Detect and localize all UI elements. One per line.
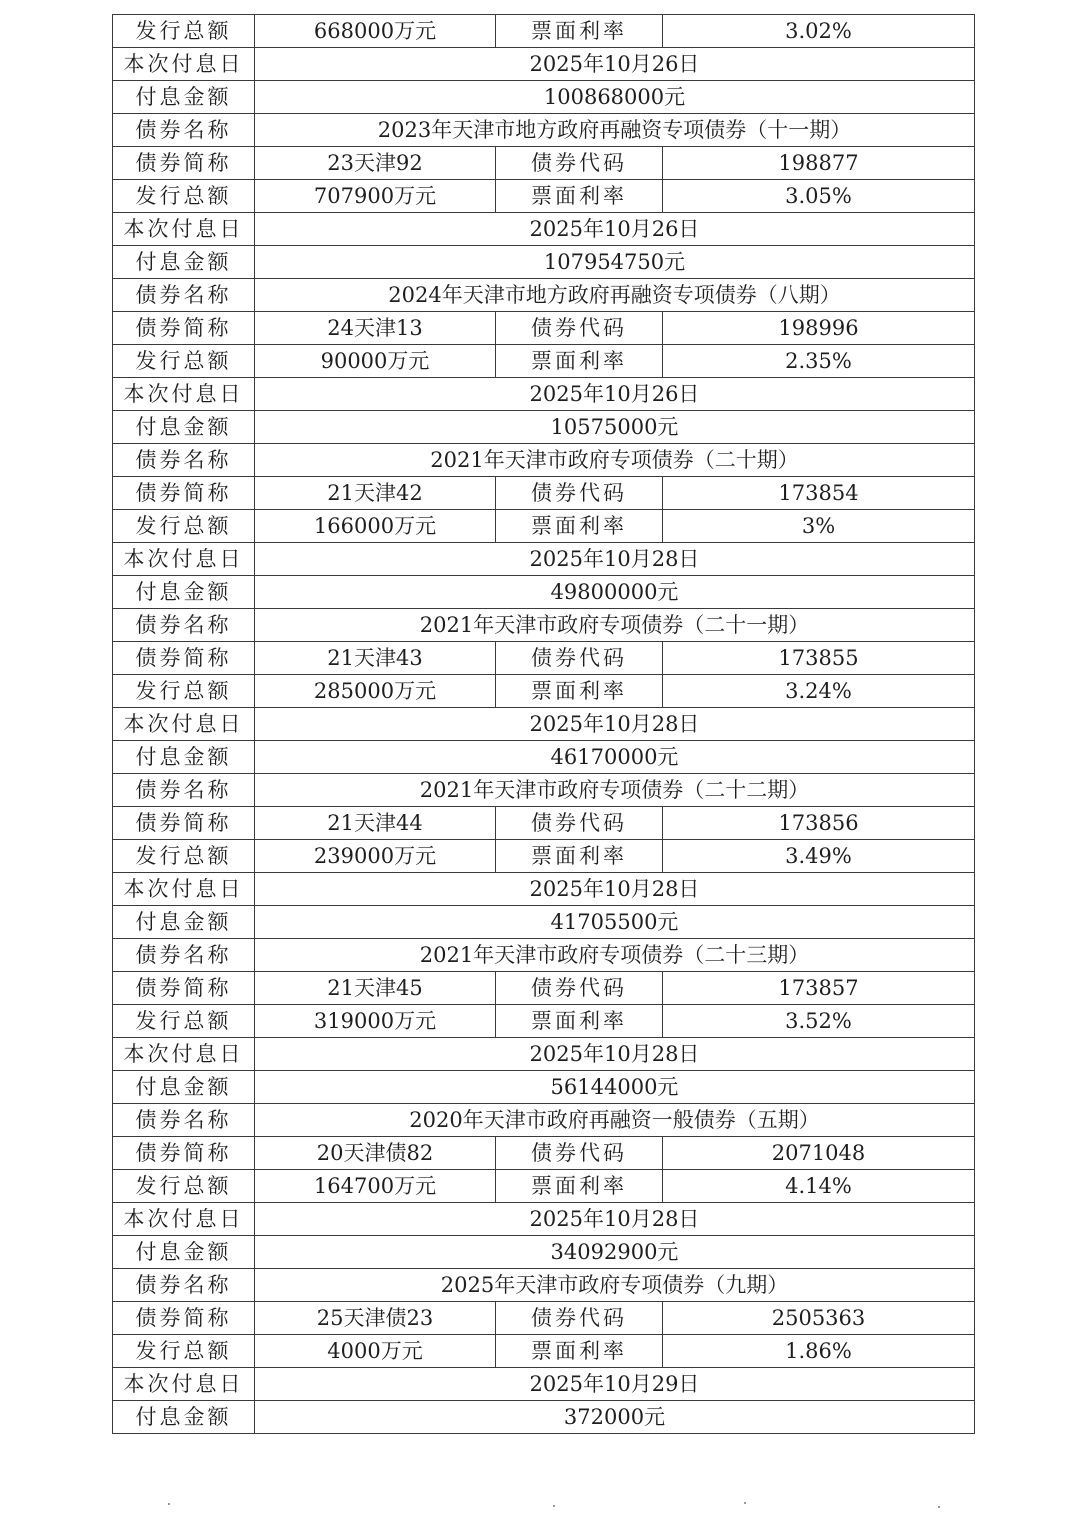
interest-value: 107954750元 <box>255 246 975 279</box>
code-label: 债券代码 <box>496 1137 663 1170</box>
rate-value: 3.49% <box>663 840 975 873</box>
amount-value: 166000万元 <box>255 510 496 543</box>
short-name-label: 债券简称 <box>113 972 255 1005</box>
table-row <box>113 180 975 213</box>
interest-value: 10575000元 <box>255 411 975 444</box>
interest-label: 付息金额 <box>113 246 255 279</box>
amount-value: 164700万元 <box>255 1170 496 1203</box>
table-row <box>113 279 975 312</box>
interest-value: 46170000元 <box>255 741 975 774</box>
table-row <box>113 807 975 840</box>
bond-name-value: 2021年天津市政府专项债券（二十三期） <box>255 939 975 972</box>
amount-value: 4000万元 <box>255 1335 496 1368</box>
short-name-value: 23天津92 <box>255 147 496 180</box>
interest-label: 付息金额 <box>113 1236 255 1269</box>
rate-value: 3.02% <box>663 15 975 48</box>
bond-table-body <box>113 15 975 1434</box>
bond-name-value: 2023年天津市地方政府再融资专项债券（十一期） <box>255 114 975 147</box>
rate-label: 票面利率 <box>496 1170 663 1203</box>
table-row <box>113 1302 975 1335</box>
short-name-value: 21天津43 <box>255 642 496 675</box>
short-name-value: 25天津债23 <box>255 1302 496 1335</box>
name-label: 债券名称 <box>113 444 255 477</box>
name-label: 债券名称 <box>113 1104 255 1137</box>
amount-value: 319000万元 <box>255 1005 496 1038</box>
amount-label: 发行总额 <box>113 840 255 873</box>
table-row <box>113 477 975 510</box>
date-label: 本次付息日 <box>113 1038 255 1071</box>
code-value: 2071048 <box>663 1137 975 1170</box>
table-row <box>113 246 975 279</box>
code-label: 债券代码 <box>496 807 663 840</box>
table-row <box>113 213 975 246</box>
table-row <box>113 609 975 642</box>
interest-value: 56144000元 <box>255 1071 975 1104</box>
amount-value: 285000万元 <box>255 675 496 708</box>
rate-value: 3.05% <box>663 180 975 213</box>
bond-interest-table-page <box>112 14 974 1434</box>
table-row <box>113 1038 975 1071</box>
amount-label: 发行总额 <box>113 1005 255 1038</box>
table-row <box>113 675 975 708</box>
name-label: 债券名称 <box>113 279 255 312</box>
short-name-value: 21天津45 <box>255 972 496 1005</box>
short-name-label: 债券简称 <box>113 1302 255 1335</box>
short-name-label: 债券简称 <box>113 642 255 675</box>
short-name-label: 债券简称 <box>113 1137 255 1170</box>
table-row <box>113 873 975 906</box>
table-row <box>113 48 975 81</box>
bond-name-value: 2021年天津市政府专项债券（二十一期） <box>255 609 975 642</box>
interest-label: 付息金额 <box>113 1071 255 1104</box>
scan-speck <box>744 1502 746 1504</box>
date-value: 2025年10月28日 <box>255 1203 975 1236</box>
rate-label: 票面利率 <box>496 180 663 213</box>
interest-label: 付息金额 <box>113 411 255 444</box>
interest-value: 34092900元 <box>255 1236 975 1269</box>
table-row <box>113 444 975 477</box>
rate-label: 票面利率 <box>496 840 663 873</box>
rate-label: 票面利率 <box>496 1005 663 1038</box>
interest-label: 付息金额 <box>113 906 255 939</box>
rate-value: 3% <box>663 510 975 543</box>
rate-value: 4.14% <box>663 1170 975 1203</box>
date-label: 本次付息日 <box>113 1203 255 1236</box>
date-value: 2025年10月28日 <box>255 543 975 576</box>
table-row <box>113 708 975 741</box>
date-label: 本次付息日 <box>113 708 255 741</box>
short-name-label: 债券简称 <box>113 147 255 180</box>
scan-speck <box>938 1506 940 1508</box>
date-label: 本次付息日 <box>113 1368 255 1401</box>
amount-label: 发行总额 <box>113 1335 255 1368</box>
short-name-value: 21天津44 <box>255 807 496 840</box>
table-row <box>113 1269 975 1302</box>
rate-value: 3.52% <box>663 1005 975 1038</box>
bond-name-value: 2020年天津市政府再融资一般债券（五期） <box>255 1104 975 1137</box>
date-value: 2025年10月28日 <box>255 873 975 906</box>
bond-name-value: 2024年天津市地方政府再融资专项债券（八期） <box>255 279 975 312</box>
table-row <box>113 1401 975 1434</box>
interest-label: 付息金额 <box>113 81 255 114</box>
date-label: 本次付息日 <box>113 543 255 576</box>
table-row <box>113 312 975 345</box>
amount-label: 发行总额 <box>113 345 255 378</box>
code-label: 债券代码 <box>496 477 663 510</box>
bond-name-value: 2021年天津市政府专项债券（二十二期） <box>255 774 975 807</box>
table-row <box>113 411 975 444</box>
table-row <box>113 576 975 609</box>
name-label: 债券名称 <box>113 1269 255 1302</box>
date-label: 本次付息日 <box>113 48 255 81</box>
scan-speck <box>168 1503 170 1505</box>
amount-label: 发行总额 <box>113 675 255 708</box>
rate-value: 2.35% <box>663 345 975 378</box>
table-row <box>113 1170 975 1203</box>
name-label: 债券名称 <box>113 939 255 972</box>
table-row <box>113 1071 975 1104</box>
name-label: 债券名称 <box>113 609 255 642</box>
scan-speck <box>553 1505 555 1507</box>
code-value: 173856 <box>663 807 975 840</box>
amount-value: 668000万元 <box>255 15 496 48</box>
table-row <box>113 1104 975 1137</box>
rate-value: 1.86% <box>663 1335 975 1368</box>
code-label: 债券代码 <box>496 147 663 180</box>
short-name-value: 20天津债82 <box>255 1137 496 1170</box>
table-row <box>113 939 975 972</box>
rate-label: 票面利率 <box>496 510 663 543</box>
bond-name-value: 2025年天津市政府专项债券（九期） <box>255 1269 975 1302</box>
code-value: 173854 <box>663 477 975 510</box>
interest-label: 付息金额 <box>113 1401 255 1434</box>
code-value: 198996 <box>663 312 975 345</box>
code-value: 173855 <box>663 642 975 675</box>
rate-label: 票面利率 <box>496 15 663 48</box>
table-row <box>113 1368 975 1401</box>
date-value: 2025年10月28日 <box>255 1038 975 1071</box>
bond-name-value: 2021年天津市政府专项债券（二十期） <box>255 444 975 477</box>
table-row <box>113 510 975 543</box>
date-value: 2025年10月26日 <box>255 378 975 411</box>
date-value: 2025年10月26日 <box>255 213 975 246</box>
date-label: 本次付息日 <box>113 873 255 906</box>
code-label: 债券代码 <box>496 972 663 1005</box>
table-row <box>113 642 975 675</box>
amount-label: 发行总额 <box>113 1170 255 1203</box>
rate-label: 票面利率 <box>496 675 663 708</box>
amount-label: 发行总额 <box>113 180 255 213</box>
interest-label: 付息金额 <box>113 576 255 609</box>
interest-value: 41705500元 <box>255 906 975 939</box>
amount-value: 90000万元 <box>255 345 496 378</box>
amount-label: 发行总额 <box>113 510 255 543</box>
name-label: 债券名称 <box>113 774 255 807</box>
name-label: 债券名称 <box>113 114 255 147</box>
short-name-label: 债券简称 <box>113 312 255 345</box>
table-row <box>113 1335 975 1368</box>
table-row <box>113 906 975 939</box>
table-row <box>113 378 975 411</box>
interest-value: 372000元 <box>255 1401 975 1434</box>
date-label: 本次付息日 <box>113 213 255 246</box>
date-value: 2025年10月29日 <box>255 1368 975 1401</box>
table-row <box>113 81 975 114</box>
date-label: 本次付息日 <box>113 378 255 411</box>
table-row <box>113 972 975 1005</box>
interest-label: 付息金额 <box>113 741 255 774</box>
code-label: 债券代码 <box>496 1302 663 1335</box>
code-value: 173857 <box>663 972 975 1005</box>
table-row <box>113 741 975 774</box>
table-row <box>113 840 975 873</box>
table-row <box>113 15 975 48</box>
rate-value: 3.24% <box>663 675 975 708</box>
short-name-value: 21天津42 <box>255 477 496 510</box>
amount-label: 发行总额 <box>113 15 255 48</box>
date-value: 2025年10月26日 <box>255 48 975 81</box>
interest-value: 49800000元 <box>255 576 975 609</box>
table-row <box>113 1005 975 1038</box>
rate-label: 票面利率 <box>496 345 663 378</box>
code-value: 2505363 <box>663 1302 975 1335</box>
table-row <box>113 114 975 147</box>
table-row <box>113 1203 975 1236</box>
table-row <box>113 147 975 180</box>
bond-interest-table <box>112 14 975 1434</box>
code-label: 债券代码 <box>496 642 663 675</box>
code-label: 债券代码 <box>496 312 663 345</box>
rate-label: 票面利率 <box>496 1335 663 1368</box>
table-row <box>113 774 975 807</box>
short-name-label: 债券简称 <box>113 807 255 840</box>
amount-value: 707900万元 <box>255 180 496 213</box>
table-row <box>113 543 975 576</box>
interest-value: 100868000元 <box>255 81 975 114</box>
amount-value: 239000万元 <box>255 840 496 873</box>
table-row <box>113 1236 975 1269</box>
table-row <box>113 345 975 378</box>
table-row <box>113 1137 975 1170</box>
short-name-label: 债券简称 <box>113 477 255 510</box>
short-name-value: 24天津13 <box>255 312 496 345</box>
date-value: 2025年10月28日 <box>255 708 975 741</box>
code-value: 198877 <box>663 147 975 180</box>
